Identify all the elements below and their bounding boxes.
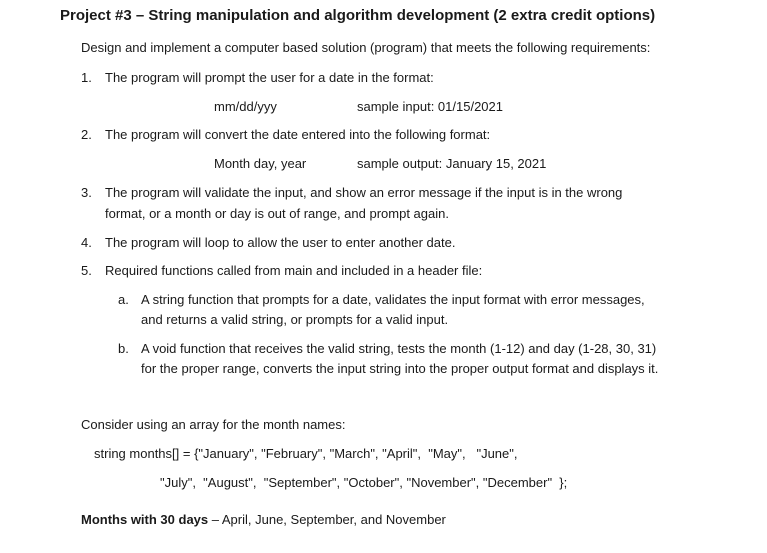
item-number-2: 2.: [81, 127, 92, 142]
output-format: Month day, year: [214, 156, 307, 171]
item-text-1: The program will prompt the user for a date in the format:: [105, 70, 434, 85]
item-number-5: 5.: [81, 263, 92, 278]
code-line-2: "July", "August", "September", "October", "November", "December" };: [160, 475, 568, 490]
footer-bold-label: Months with 30 days: [81, 512, 209, 527]
page-title: Project #3 – String manipulation and algorithm development (2 extra credit options): [60, 7, 656, 24]
footer-note: [81, 512, 446, 527]
footer-rest: – April, June, September, and November: [208, 512, 446, 527]
intro-text: Design and implement a computer based solution (program) that meets the following requirements:: [81, 40, 651, 55]
sample-output: sample output: January 15, 2021: [357, 156, 547, 171]
subitem-b-line2: for the proper range, converts the input string into the proper output format and displays it.: [141, 361, 659, 376]
input-format: mm/dd/yyy: [214, 99, 277, 114]
subitem-a-line2: and returns a valid string, or prompts for a valid input.: [141, 312, 449, 327]
sample-input: sample input: 01/15/2021: [357, 99, 503, 114]
code-line-1: string months[] = {"January", "February", "March", "April", "May", "June",: [94, 446, 518, 461]
consider-text: Consider using an array for the month names:: [81, 417, 346, 432]
item-number-3: 3.: [81, 185, 92, 200]
item-number-1: 1.: [81, 70, 92, 85]
subitem-letter-a: a.: [118, 292, 129, 307]
subitem-b-line1: A void function that receives the valid string, tests the month (1-12) and day (1-28, 30, 31): [141, 341, 657, 356]
subitem-a-line1: A string function that prompts for a date, validates the input format with error messages,: [141, 292, 645, 307]
item-text-4: The program will loop to allow the user to enter another date.: [105, 235, 456, 250]
item-text-3-line2: format, or a month or day is out of range, and prompt again.: [105, 206, 449, 221]
item-text-2: The program will convert the date entered into the following format:: [105, 127, 491, 142]
item-text-5: Required functions called from main and included in a header file:: [105, 263, 483, 278]
item-text-3-line1: The program will validate the input, and show an error message if the input is in the wrong: [105, 185, 623, 200]
subitem-letter-b: b.: [118, 341, 129, 356]
item-number-4: 4.: [81, 235, 92, 250]
